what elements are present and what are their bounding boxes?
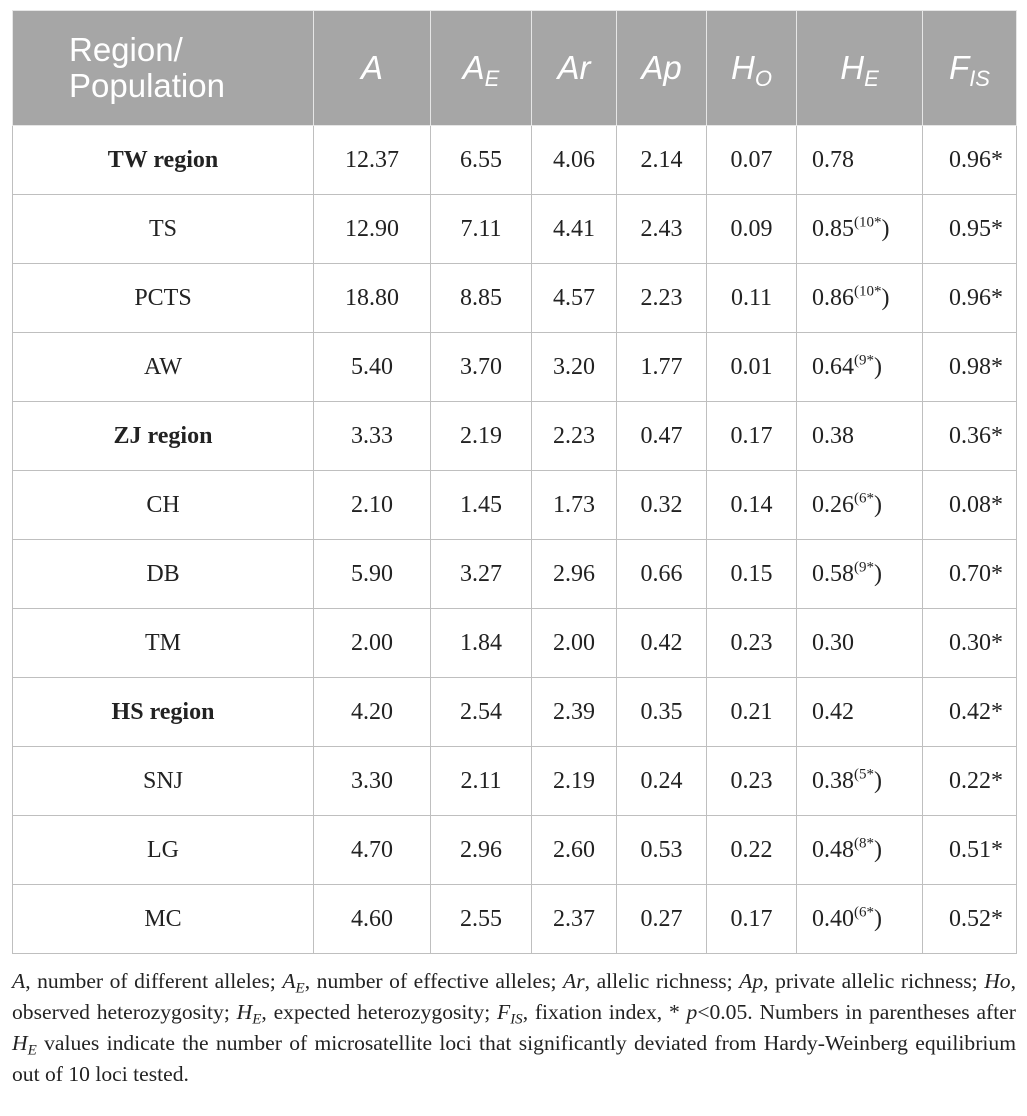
cell-ar: 2.60 xyxy=(532,816,617,885)
cell-ae: 2.96 xyxy=(431,816,532,885)
cell-a: 3.30 xyxy=(314,747,431,816)
cell-he: $0.64^{(9*}$) xyxy=(797,333,923,402)
cell-a: 5.40 xyxy=(314,333,431,402)
cell-a: 2.00 xyxy=(314,609,431,678)
cell-he: 0.78 xyxy=(797,126,923,195)
cell-ae: 2.11 xyxy=(431,747,532,816)
header-ho: $H_O$ xyxy=(707,11,797,126)
cell-population-name: MC xyxy=(13,885,314,954)
population-row xyxy=(13,540,1017,609)
cell-a: 3.33 xyxy=(314,402,431,471)
cell-ap: 1.77 xyxy=(617,333,707,402)
cell-ar: 1.73 xyxy=(532,471,617,540)
cell-he: $0.86^{(10*}$) xyxy=(797,264,923,333)
cell-ho: 0.17 xyxy=(707,402,797,471)
cell-ap: 0.32 xyxy=(617,471,707,540)
cell-ap: 0.27 xyxy=(617,885,707,954)
cell-he: $0.48^{(8*}$) xyxy=(797,816,923,885)
cell-ho: 0.15 xyxy=(707,540,797,609)
cell-ap: 0.47 xyxy=(617,402,707,471)
cell-he: 0.38 xyxy=(797,402,923,471)
cell-a: 5.90 xyxy=(314,540,431,609)
cell-fis: 0.30* xyxy=(923,609,1017,678)
cell-ae: 2.19 xyxy=(431,402,532,471)
genetic-diversity-table xyxy=(12,10,1017,954)
cell-he: 0.42 xyxy=(797,678,923,747)
cell-fis: 0.95* xyxy=(923,195,1017,264)
cell-ap: 2.14 xyxy=(617,126,707,195)
cell-population-name: DB xyxy=(13,540,314,609)
cell-fis: 0.51* xyxy=(923,816,1017,885)
cell-he: $0.26^{(6*}$) xyxy=(797,471,923,540)
cell-population-name: AW xyxy=(13,333,314,402)
cell-population-name: ZJ region xyxy=(13,402,314,471)
cell-ae: 2.54 xyxy=(431,678,532,747)
cell-a: 18.80 xyxy=(314,264,431,333)
cell-a: 4.70 xyxy=(314,816,431,885)
region-row xyxy=(13,678,1017,747)
header-ap: Ap xyxy=(617,11,707,126)
cell-fis: 0.96* xyxy=(923,264,1017,333)
region-row xyxy=(13,126,1017,195)
cell-ho: 0.01 xyxy=(707,333,797,402)
cell-population-name: SNJ xyxy=(13,747,314,816)
cell-ho: 0.14 xyxy=(707,471,797,540)
cell-ho: 0.17 xyxy=(707,885,797,954)
table-footnote: A, number of different alleles; $A_E$, number of effective alleles; Ar, allelic richness; Ap, private allelic richness; Ho, observed heterozygosity; $H_E$, expected heterozygosity; $F_{IS}$, fixation index, * p<0.05. Numbers in parentheses after $H_E$ values indicate the number of microsatellite loci that significantly deviated from Hardy-Weinberg equilibrium out of 10 loci tested. xyxy=(12,969,1017,1086)
cell-ap: 2.23 xyxy=(617,264,707,333)
cell-fis: 0.08* xyxy=(923,471,1017,540)
cell-population-name: HS region xyxy=(13,678,314,747)
cell-fis: 0.36* xyxy=(923,402,1017,471)
cell-ae: 1.45 xyxy=(431,471,532,540)
cell-ar: 2.23 xyxy=(532,402,617,471)
cell-ho: 0.23 xyxy=(707,747,797,816)
header-a: A xyxy=(314,11,431,126)
cell-ar: 2.37 xyxy=(532,885,617,954)
cell-he: 0.30 xyxy=(797,609,923,678)
cell-fis: 0.52* xyxy=(923,885,1017,954)
cell-ar: 3.20 xyxy=(532,333,617,402)
cell-population-name: TM xyxy=(13,609,314,678)
cell-ap: 0.35 xyxy=(617,678,707,747)
cell-ar: 2.39 xyxy=(532,678,617,747)
cell-population-name: PCTS xyxy=(13,264,314,333)
cell-population-name: CH xyxy=(13,471,314,540)
cell-ae: 3.70 xyxy=(431,333,532,402)
cell-ho: 0.23 xyxy=(707,609,797,678)
cell-ho: 0.21 xyxy=(707,678,797,747)
cell-he: $0.85^{(10*}$) xyxy=(797,195,923,264)
header-ar: Ar xyxy=(532,11,617,126)
population-row xyxy=(13,333,1017,402)
cell-he: $0.38^{(5*}$) xyxy=(797,747,923,816)
cell-he: $0.40^{(6*}$) xyxy=(797,885,923,954)
cell-ar: 2.19 xyxy=(532,747,617,816)
header-row xyxy=(13,11,1017,126)
cell-ap: 0.66 xyxy=(617,540,707,609)
cell-fis: 0.42* xyxy=(923,678,1017,747)
cell-a: 12.90 xyxy=(314,195,431,264)
header-region-population: Region/ Population xyxy=(13,11,314,126)
population-row xyxy=(13,195,1017,264)
cell-fis: 0.22* xyxy=(923,747,1017,816)
cell-ae: 1.84 xyxy=(431,609,532,678)
cell-ho: 0.07 xyxy=(707,126,797,195)
cell-a: 2.10 xyxy=(314,471,431,540)
cell-population-name: LG xyxy=(13,816,314,885)
population-row xyxy=(13,816,1017,885)
cell-population-name: TW region xyxy=(13,126,314,195)
cell-he: $0.58^{(9*}$) xyxy=(797,540,923,609)
cell-ap: 0.53 xyxy=(617,816,707,885)
population-row xyxy=(13,747,1017,816)
cell-ae: 7.11 xyxy=(431,195,532,264)
header-ae: $A_E$ xyxy=(431,11,532,126)
cell-ae: 6.55 xyxy=(431,126,532,195)
cell-ar: 4.41 xyxy=(532,195,617,264)
population-row xyxy=(13,885,1017,954)
cell-fis: 0.98* xyxy=(923,333,1017,402)
cell-a: 4.60 xyxy=(314,885,431,954)
population-row xyxy=(13,264,1017,333)
cell-ho: 0.22 xyxy=(707,816,797,885)
cell-ho: 0.09 xyxy=(707,195,797,264)
cell-ae: 8.85 xyxy=(431,264,532,333)
cell-population-name: TS xyxy=(13,195,314,264)
header-fis: $F_{IS}$ xyxy=(923,11,1017,126)
cell-ae: 2.55 xyxy=(431,885,532,954)
cell-fis: 0.70* xyxy=(923,540,1017,609)
region-row xyxy=(13,402,1017,471)
cell-ar: 4.57 xyxy=(532,264,617,333)
population-row xyxy=(13,609,1017,678)
header-he: $H_E$ xyxy=(797,11,923,126)
cell-ar: 2.00 xyxy=(532,609,617,678)
cell-ap: 0.24 xyxy=(617,747,707,816)
population-row xyxy=(13,471,1017,540)
cell-fis: 0.96* xyxy=(923,126,1017,195)
cell-a: 4.20 xyxy=(314,678,431,747)
cell-ho: 0.11 xyxy=(707,264,797,333)
cell-ar: 2.96 xyxy=(532,540,617,609)
cell-ae: 3.27 xyxy=(431,540,532,609)
cell-ar: 4.06 xyxy=(532,126,617,195)
cell-ap: 0.42 xyxy=(617,609,707,678)
cell-ap: 2.43 xyxy=(617,195,707,264)
cell-a: 12.37 xyxy=(314,126,431,195)
